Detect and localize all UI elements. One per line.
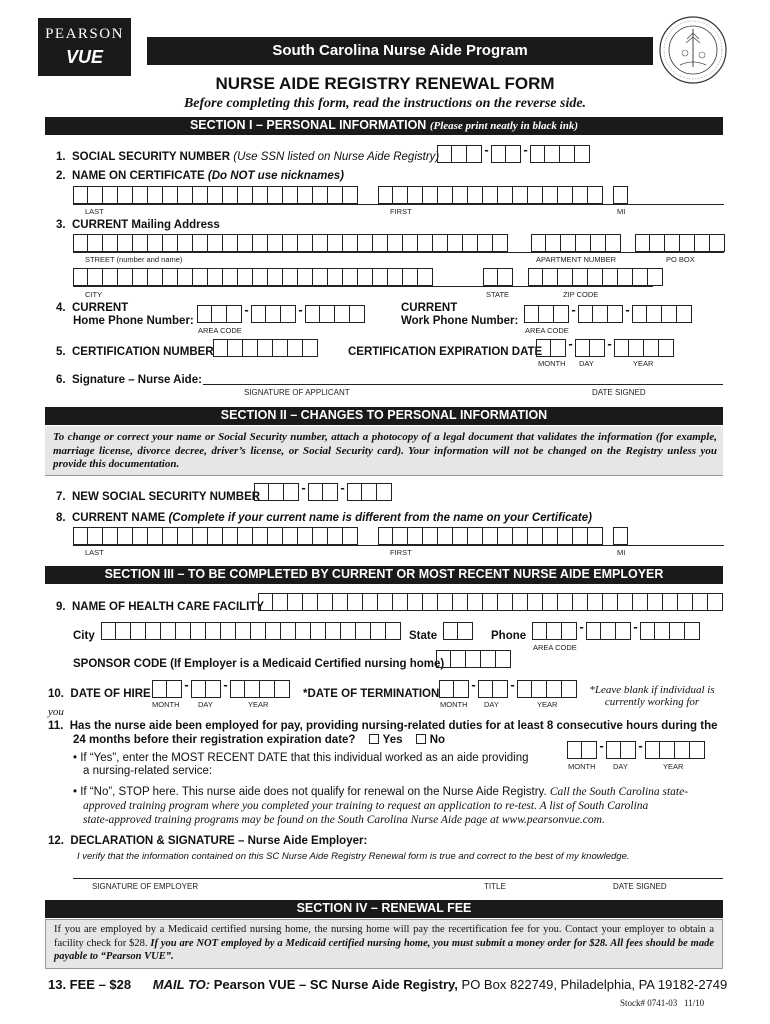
mail-to-address: PO Box 822749, Philadelphia, PA 19182-2749 — [457, 977, 728, 992]
section2-note: To change or correct your name or Social Security number, attach a photocopy of a legal document that validates the information (for example, marriage license, divorce decree, driver’s license, or Social Security card). Your information will not be changed on the Registry unless you provide this documentation. — [53, 431, 717, 470]
instructions-note: Before completing this form, read the instructions on the reverse side. — [183, 96, 587, 111]
name-mi-caption: MI — [617, 207, 626, 216]
new-ssn-input[interactable]: - - — [254, 483, 392, 501]
zip-input[interactable] — [528, 268, 663, 286]
home-area-caption: AREA CODE — [198, 326, 242, 335]
section1-title: SECTION I – PERSONAL INFORMATION — [189, 118, 427, 132]
q2-note: (Do NOT use nicknames) — [207, 170, 344, 182]
name-baseline — [73, 204, 724, 205]
lw-day-caption: DAY — [613, 762, 628, 771]
cert-day-caption: DAY — [579, 359, 594, 368]
hire-day-caption: DAY — [198, 700, 213, 709]
q2-num: 2. — [56, 170, 66, 182]
q9-text: NAME OF HEALTH CARE FACILITY — [71, 601, 265, 613]
q9-num: 9. — [56, 601, 66, 613]
cur-first-caption: FIRST — [390, 548, 412, 557]
mail-to-org: Pearson VUE – SC Nurse Aide Registry, — [213, 977, 458, 992]
q7-label — [56, 491, 260, 503]
emp-title-caption: TITLE — [484, 882, 506, 891]
lw-month-caption: MONTH — [568, 762, 596, 771]
term-note-line2: currently working for — [604, 696, 700, 708]
pobox-input[interactable] — [635, 234, 725, 252]
q5-label — [56, 346, 214, 358]
work-phone-label1: CURRENT — [401, 302, 458, 314]
stock-number: Stock# 0741-03 11/10 — [620, 998, 705, 1008]
emp-state-label: State — [409, 630, 438, 642]
state-input[interactable] — [483, 268, 513, 286]
q5-num: 5. — [56, 346, 66, 358]
name-last-caption: LAST — [85, 207, 104, 216]
q12-declaration: I verify that the information contained on this SC Nurse Aide Registry Renewal form is true and correct to the best of my knowledge. — [77, 851, 630, 862]
street-input[interactable] — [73, 234, 508, 252]
if-yes-text — [73, 752, 529, 778]
cur-mi-input[interactable] — [613, 527, 628, 545]
sponsor-label: SPONSOR CODE (If Employer is a Medicaid Certified nursing home) — [73, 658, 445, 670]
term-month-caption: MONTH — [440, 700, 468, 709]
section1-title-note: (Please print neatly in black ink) — [429, 120, 579, 132]
home-phone-input[interactable]: - - — [197, 305, 365, 323]
if-no-line2: approved training program where you completed your training to request an application to re-test. A list of South Carolina — [83, 800, 649, 812]
q1-text: SOCIAL SECURITY NUMBER — [71, 151, 231, 163]
q8-num: 8. — [56, 512, 66, 524]
emp-area-caption: AREA CODE — [533, 643, 577, 652]
emp-phone-label: Phone — [491, 630, 527, 642]
q8-text: CURRENT NAME — [71, 512, 166, 524]
facility-input[interactable] — [258, 593, 723, 611]
q5-text: CERTIFICATION NUMBER — [71, 346, 214, 358]
q1-note: (Use SSN listed on Nurse Aide Registry) — [233, 151, 440, 163]
q3-text: CURRENT Mailing Address — [71, 219, 220, 231]
home-phone-label2: Home Phone Number: — [73, 315, 194, 327]
cur-mi-caption: MI — [617, 548, 626, 557]
q9-label — [56, 601, 264, 613]
form-title: NURSE AIDE REGISTRY RENEWAL FORM — [215, 74, 555, 93]
cur-last-caption: LAST — [85, 548, 104, 557]
name-first-caption: FIRST — [390, 207, 412, 216]
q11-line1: Has the nurse aide been employed for pay, providing nursing-related duties for at least 8 consecutive hours during the — [69, 720, 718, 732]
q12-label — [48, 835, 367, 847]
lw-year-caption: YEAR — [663, 762, 684, 771]
q1-label — [56, 151, 439, 163]
fee-note-text1: If you are employed by a Medicaid certified nursing home, the nursing home will pay the recertification fee for you. Contact your employer to obtain a facility check for $28. — [54, 924, 714, 949]
cur-first-input[interactable] — [378, 527, 603, 545]
if-yes-line1: • If “Yes”, enter the MOST RECENT DATE that this individual worked as an aide providing — [73, 752, 529, 764]
term-note — [578, 684, 726, 708]
cert-exp-input[interactable]: - - — [536, 339, 674, 357]
q4-label — [56, 302, 194, 328]
fee-note-text2: If you are NOT employed by a Medicaid certified nursing home, you must submit a money order for $28. All fees should be made payable to “Pearson VUE”. — [54, 937, 715, 962]
ssn-input[interactable]: - - — [437, 145, 590, 163]
fee-note — [45, 919, 723, 969]
hire-year-caption: YEAR — [248, 700, 269, 709]
q11-num: 11. — [48, 720, 64, 732]
emp-phone-input[interactable]: - - — [532, 622, 700, 640]
emp-state-input[interactable] — [443, 622, 473, 640]
city-caption: CITY — [85, 290, 103, 299]
term-year-caption: YEAR — [537, 700, 558, 709]
employer-signature-line[interactable] — [73, 878, 723, 879]
term-note-line3: you — [48, 706, 64, 718]
q12-num: 12. — [48, 835, 64, 847]
section4-header: SECTION IV – RENEWAL FEE — [45, 900, 723, 918]
term-note-line1: *Leave blank if individual is — [589, 684, 715, 696]
q7-num: 7. — [56, 491, 66, 503]
emp-city-label: City — [73, 630, 95, 642]
sig-applicant-caption: SIGNATURE OF APPLICANT — [244, 388, 350, 397]
section2-header: SECTION II – CHANGES TO PERSONAL INFORMATION — [45, 407, 723, 425]
emp-date-caption: DATE SIGNED — [613, 882, 667, 891]
city-input[interactable] — [73, 268, 433, 286]
term-date-label: *DATE OF TERMINATION — [303, 688, 440, 700]
if-yes-line2: a nursing-related service: — [83, 765, 213, 777]
hire-date-input[interactable]: - - — [152, 680, 290, 698]
term-day-caption: DAY — [484, 700, 499, 709]
work-phone-label2: Work Phone Number: — [401, 315, 519, 327]
q8-note: (Complete if your current name is different from the name on your Certificate) — [168, 512, 592, 524]
name-mi-input[interactable] — [613, 186, 628, 204]
logo-line1: PEARSON — [45, 26, 124, 42]
q12-text: DECLARATION & SIGNATURE – Nurse Aide Employer: — [70, 835, 368, 847]
home-phone-label1: CURRENT — [71, 302, 129, 314]
name-last-input[interactable] — [73, 186, 358, 204]
q3-label — [56, 219, 220, 231]
cur-last-input[interactable] — [73, 527, 358, 545]
q10-num: 10. — [48, 688, 64, 700]
name-first-input[interactable] — [378, 186, 603, 204]
q1-num: 1. — [56, 151, 66, 163]
q11-line2: 24 months before their registration expiration date? — [73, 734, 356, 746]
q10-text: DATE OF HIRE — [70, 688, 151, 700]
hire-month-caption: MONTH — [152, 700, 180, 709]
pobox-caption: PO BOX — [666, 255, 695, 264]
city-baseline — [73, 286, 653, 287]
state-caption: STATE — [486, 290, 510, 299]
sponsor-input[interactable] — [436, 650, 511, 668]
emp-city-input[interactable] — [101, 622, 401, 640]
zip-caption: ZIP CODE — [563, 290, 599, 299]
logo-line2: VUE — [65, 47, 103, 67]
q2-text: NAME ON CERTIFICATE — [71, 170, 205, 182]
footer-line — [48, 977, 727, 992]
street-caption: STREET (number and name) — [85, 255, 183, 264]
fee-amount: 13. FEE – $28 — [48, 977, 132, 992]
cert-number-input[interactable] — [213, 339, 318, 357]
if-no-lead: • If “No”, STOP here. This nurse aide does not qualify for renewal on the Nurse Aide Registry. — [73, 786, 547, 798]
section3-header: SECTION III – TO BE COMPLETED BY CURRENT OR MOST RECENT NURSE AIDE EMPLOYER — [45, 566, 723, 584]
q6-num: 6. — [56, 374, 66, 386]
pearson-vue-logo — [38, 18, 131, 76]
cert-month-caption: MONTH — [538, 359, 566, 368]
q10-label — [48, 688, 151, 700]
section1-header — [45, 117, 723, 135]
sig-date-caption: DATE SIGNED — [592, 388, 646, 397]
cert-exp-label: CERTIFICATION EXPIRATION DATE — [348, 346, 543, 358]
apartment-input[interactable] — [531, 234, 621, 252]
last-worked-input[interactable]: - - — [567, 741, 705, 759]
q4-num: 4. — [56, 302, 66, 314]
street-baseline — [73, 252, 724, 253]
term-date-input[interactable]: - - — [439, 680, 577, 698]
yes-checkbox[interactable] — [369, 734, 379, 744]
work-phone-label — [401, 302, 518, 328]
q2-label — [56, 170, 344, 182]
signature-line[interactable] — [203, 384, 723, 385]
work-area-caption: AREA CODE — [525, 326, 569, 335]
q7-text: NEW SOCIAL SECURITY NUMBER — [71, 491, 261, 503]
q6-text: Signature – Nurse Aide: — [71, 374, 202, 386]
apartment-caption: APARTMENT NUMBER — [536, 255, 617, 264]
if-no-tail1: Call the South Carolina state- — [549, 786, 689, 798]
mail-to-label: MAIL TO: — [152, 977, 211, 992]
q6-label — [56, 374, 202, 386]
cert-year-caption: YEAR — [633, 359, 654, 368]
yes-label: Yes — [382, 734, 403, 746]
no-checkbox[interactable] — [416, 734, 426, 744]
q8-label — [56, 512, 592, 524]
no-label: No — [429, 734, 446, 746]
if-no-line3: state-approved training programs may be found on the South Carolina Nurse Aide page at www.pearsonvue.com. — [83, 814, 605, 826]
emp-sig-caption: SIGNATURE OF EMPLOYER — [92, 882, 199, 891]
program-title-bar: South Carolina Nurse Aide Program — [147, 37, 653, 65]
cur-name-baseline — [73, 545, 724, 546]
q3-num: 3. — [56, 219, 66, 231]
if-no-text — [73, 785, 725, 827]
work-phone-input[interactable]: - - — [524, 305, 692, 323]
